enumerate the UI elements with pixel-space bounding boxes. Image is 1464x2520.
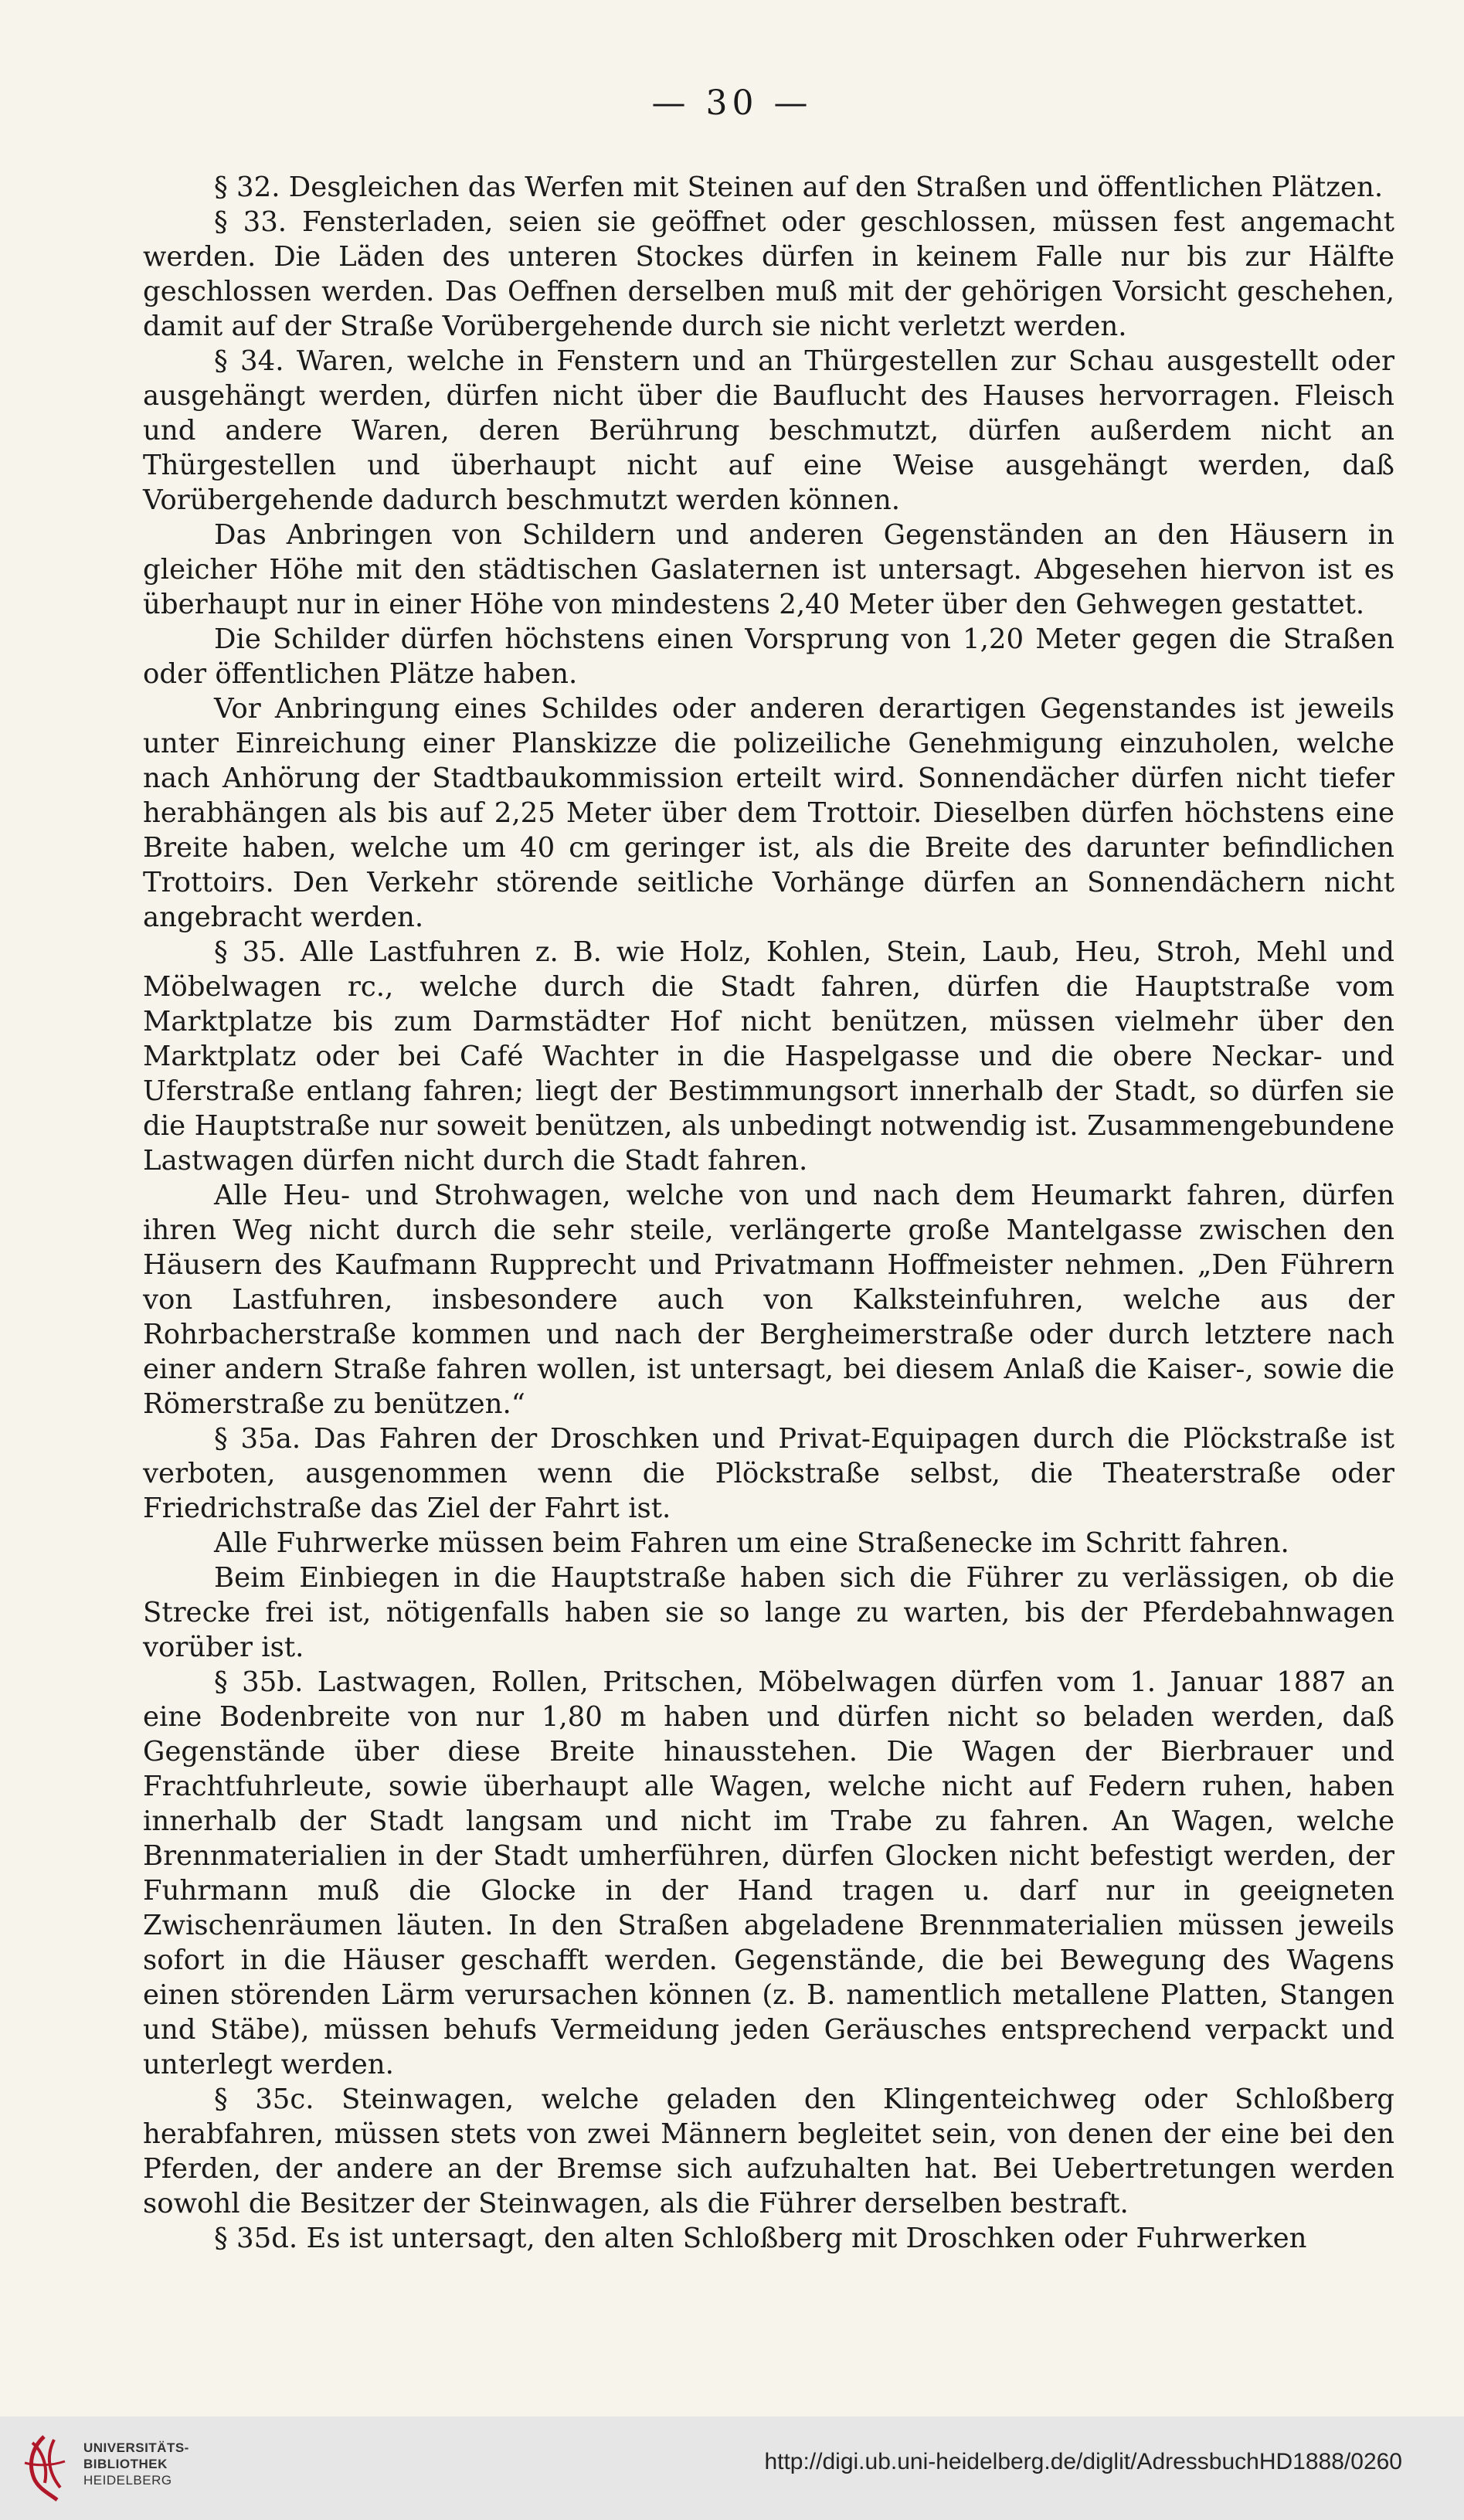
- library-name-line-1: UNIVERSITÄTS-: [83, 2440, 189, 2455]
- paragraph-hay-wagons: Alle Heu- und Strohwagen, welche von und nach dem Heumarkt fahren, dürfen ihren Weg nicht durch die sehr steile, verlängerte große Mantelgasse zwischen den Häusern des Kaufmann Rupprecht und Privatmann Hoffmeister nehmen. „Den Führern von Lastfuhren, insbesondere auch von Kalksteinfuhren, welche aus der Rohrbacherstraße kommen und nach der Bergheimerstraße oder durch letztere nach einer andern Straße fahren wollen, ist untersagt, bei diesem Anlaß die Kaiser-, sowie die Römerstraße zu benützen.“: [143, 1180, 1394, 1420]
- paragraph-section-35b: § 35b. Lastwagen, Rollen, Pritschen, Möbelwagen dürfen vom 1. Januar 1887 an eine Bodenbreite von nur 1,80 m haben und dürfen nicht so beladen werden, daß Gegenstände über diese Breite hinausstehen. Die Wagen der Bierbrauer und Frachtfuhrleute, sowie überhaupt alle Wagen, welche nicht auf Federn ruhen, haben innerhalb der Stadt langsam und nicht im Trabe zu fahren. An Wagen, welche Brennmaterialien in der Stadt umherführen, dürfen Glocken nicht befestigt werden, der Fuhrmann muß die Glocke in der Hand tragen u. darf nur in geeigneten Zwischenräumen läuten. In den Straßen abgeladene Brennmaterialien müssen jeweils sofort in die Häuser geschafft werden. Gegenstände, die bei Bewegung des Wagens einen störenden Lärm verursachen können (z. B. namentlich metallene Platten, Stangen und Stäbe), müssen behufs Vermeidung jeden Geräusches entsprechend verpackt und unterlegt werden.: [143, 1666, 1394, 2080]
- paragraph-section-35a: § 35a. Das Fahren der Droschken und Privat-Equipagen durch die Plöckstraße ist verboten, ausgenommen wenn die Plöckstraße selbst, die Theaterstraße oder Friedrichstraße das Ziel der Fahrt ist.: [143, 1423, 1394, 1524]
- library-name-line-2: BIBLIOTHEK: [83, 2457, 168, 2471]
- source-url-link[interactable]: http://digi.ub.uni-heidelberg.de/diglit/AdressbuchHD1888/0260: [764, 2449, 1402, 2474]
- university-library-logo-icon: [17, 2432, 71, 2505]
- paragraph-section-33: § 33. Fensterladen, seien sie geöffnet oder geschlossen, müssen fest angemacht werden. Die Läden des unteren Stockes dürfen in keinem Falle nur bis zur Hälfte geschlossen werden. Das Oeffnen derselben muß mit der gehörigen Vorsicht geschehen, damit auf der Straße Vorübergehende durch sie nicht verletzt werden.: [143, 206, 1394, 342]
- page-number: — 30 —: [651, 83, 813, 123]
- paragraph-section-35c: § 35c. Steinwagen, welche geladen den Klingenteichweg oder Schloßberg herabfahren, müssen stets von zwei Männern begleitet sein, von denen der eine bei den Pferden, der andere an der Bremse sich aufzuhalten hat. Bei Uebertretungen werden sowohl die Besitzer der Steinwagen, als die Führer derselben bestraft.: [143, 2084, 1394, 2219]
- page-body: [143, 170, 1394, 2256]
- paragraph-section-34: § 34. Waren, welche in Fenstern und an Thürgestellen zur Schau ausgestellt oder ausgehängt werden, dürfen nicht über die Bauflucht des Hauses hervorragen. Fleisch und andere Waren, deren Berührung beschmutzt, dürfen außerdem nicht an Thürgestellen und überhaupt nicht auf eine Weise ausgehängt werden, daß Vorübergehende dadurch beschmutzt werden können.: [143, 345, 1394, 516]
- paragraph-signs-projection: Die Schilder dürfen höchstens einen Vorsprung von 1,20 Meter gegen die Straßen oder öffentlichen Plätze haben.: [143, 623, 1394, 690]
- library-name-line-3: HEIDELBERG: [83, 2473, 172, 2488]
- paragraph-section-35d: § 35d. Es ist untersagt, den alten Schloßberg mit Droschken oder Fuhrwerken: [214, 2223, 1307, 2254]
- paragraph-corner-walking: Alle Fuhrwerke müssen beim Fahren um eine Straßenecke im Schritt fahren.: [214, 1527, 1289, 1559]
- library-name: [83, 2440, 189, 2488]
- paragraph-section-32: § 32. Desgleichen das Werfen mit Steinen auf den Straßen und öffentlichen Plätzen.: [214, 172, 1384, 203]
- paragraph-signs-height: Das Anbringen von Schildern und anderen Gegenständen an den Häusern in gleicher Höhe mit den städtischen Gaslaternen ist untersagt. Abgesehen hiervon ist es überhaupt nur in einer Höhe von mindestens 2,40 Meter über den Gehwegen gestattet.: [143, 519, 1394, 620]
- paragraph-section-35: § 35. Alle Lastfuhren z. B. wie Holz, Kohlen, Stein, Laub, Heu, Stroh, Mehl und Möbelwagen rc., welche durch die Stadt fahren, dürfen die Hauptstraße vom Marktplatze bis zum Darmstädter Hof nicht benützen, müssen vielmehr über den Marktplatz oder bei Café Wachter in die Haspelgasse und die obere Neckar- und Uferstraße entlang fahren; liegt der Bestimmungsort innerhalb der Stadt, so dürfen sie die Hauptstraße nur soweit benützen, als unbedingt notwendig ist. Zusammengebundene Lastwagen dürfen nicht durch die Stadt fahren.: [143, 936, 1394, 1177]
- paragraph-signs-permit: Vor Anbringung eines Schildes oder anderen derartigen Gegenstandes ist jeweils unter Einreichung einer Planskizze die polizeiliche Genehmigung einzuholen, welche nach Anhörung der Stadtbaukommission erteilt wird. Sonnendächer dürfen nicht tiefer herabhängen als bis auf 2,25 Meter über dem Trottoir. Dieselben dürfen höchstens eine Breite haben, welche um 40 cm geringer ist, als die Breite des darunter befindlichen Trottoirs. Den Verkehr störende seitliche Vorhänge dürfen an Sonnendächern nicht angebracht werden.: [143, 693, 1394, 933]
- paragraph-hauptstrasse-turn: Beim Einbiegen in die Hauptstraße haben sich die Führer zu verlässigen, ob die Strecke frei ist, nötigenfalls haben sie so lange zu warten, bis der Pferdebahnwagen vorüber ist.: [143, 1562, 1394, 1663]
- footer-bar: [0, 2416, 1464, 2520]
